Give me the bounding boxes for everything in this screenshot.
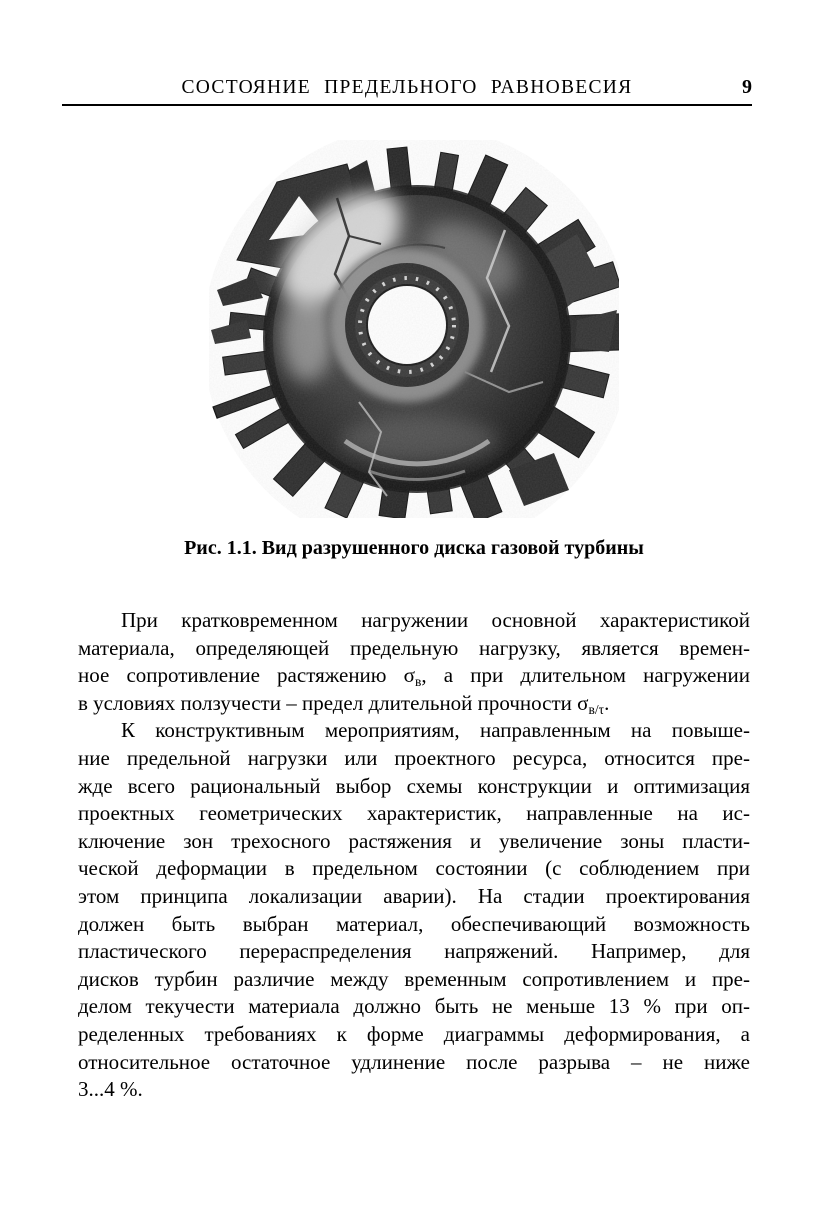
paragraph-line: проектных геометрических характеристик, направленные на ис- [78,801,750,826]
paragraph-line: относительное остаточное удлинение после разрыва – не ниже [78,1049,750,1074]
chapter-title: СОСТОЯНИЕ ПРЕДЕЛЬНОГО РАВНОВЕСИЯ [181,77,633,98]
sigma-subscript: в [414,674,422,690]
figure-caption: Рис. 1.1. Вид разрушенного диска газовой турбины [184,537,644,559]
text-segment: , а при длительном нагружении [421,663,750,688]
paragraph-line: При кратковременном нагружении основной характеристикой [121,608,750,632]
paragraph-line: пластического перераспределения напряжений. Например, для [78,939,750,964]
text-segment: . [604,690,610,715]
sigma-subscript: в/τ [588,701,605,717]
paragraph-line: ключение зон трехосного растяжения и увеличение зоны пласти- [78,828,750,853]
paragraph-line: этом принципа локализации аварии). На стадии проектирования [78,883,750,908]
text-segment: ное сопротивление растяжению [78,663,404,688]
page-number: 9 [742,76,752,98]
sigma-symbol: σ [403,663,415,688]
sigma-symbol: σ [577,690,589,715]
paragraph-line: материала, определяющей предельную нагрузку, является времен- [78,635,750,660]
paragraph-line: 3...4 %. [78,1077,143,1102]
paragraph-line: дисков турбин различие между временным сопротивлением и пре- [78,966,750,991]
paragraph-line: жде всего рациональный выбор схемы конструкции и оптимизация [78,773,750,798]
paragraph-line [78,690,750,718]
paragraph-line: ние предельной нагрузки или проектного ресурса, относится пре- [78,745,750,770]
paragraph-line: ределенных требованиях к форме диаграммы деформирования, а [78,1021,750,1046]
figure-1-1 [0,140,828,523]
text-segment: в условиях ползучести – предел длительной прочности [78,690,578,715]
broken-turbine-disk-photo [209,140,619,518]
header-rule [62,104,752,106]
paragraph-line: должен быть выбран материал, обеспечивающий возможность [78,911,750,936]
paragraph-line: делом текучести материала должно быть не меньше 13 % при оп- [78,994,750,1019]
paragraph-line [78,662,750,690]
running-header [62,76,752,99]
body-text [78,607,750,1104]
paragraph-line: ческой деформации в предельном состоянии (с соблюдением при [78,856,750,881]
paragraph-line: К конструктивным мероприятиям, направленным на повыше- [121,718,750,743]
